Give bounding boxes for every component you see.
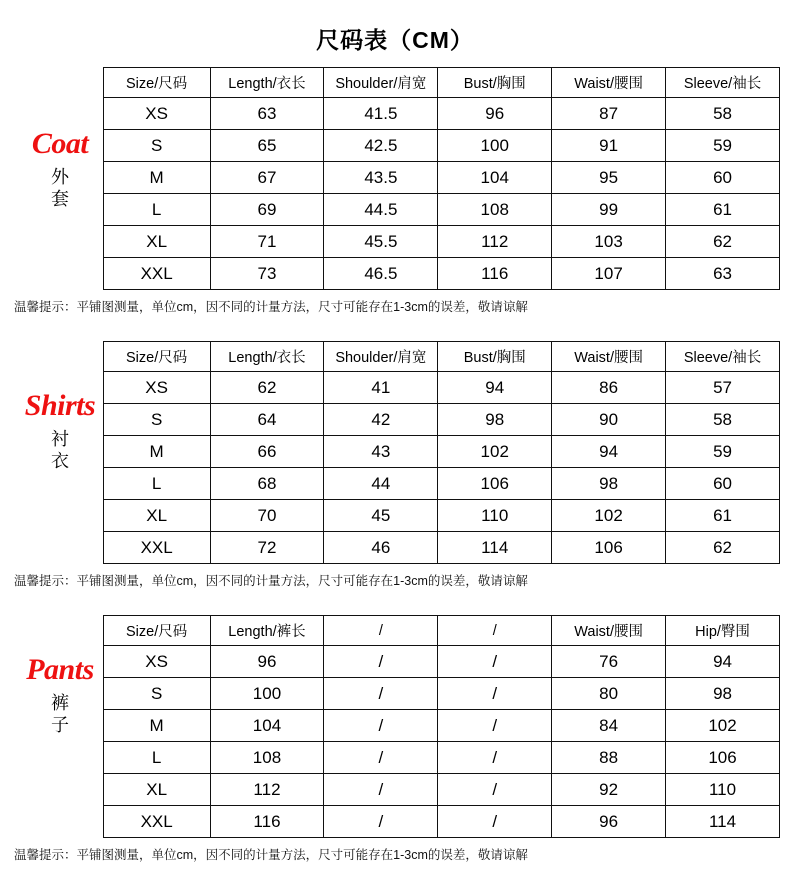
section-label-cn-line1: 裤: [51, 693, 69, 713]
cell-size: S: [103, 130, 210, 162]
column-header-length: Length/衣长: [210, 342, 324, 372]
section-label-cn-line1: 外: [51, 167, 69, 187]
cell-sleeve: 58: [666, 98, 780, 130]
cell-sleeve: 58: [666, 404, 780, 436]
cell-sleeve: 60: [666, 468, 780, 500]
size-section-pants: [10, 615, 780, 863]
table-row: [10, 742, 780, 774]
cell-length: 68: [210, 468, 324, 500]
label-spacer-cell: [10, 436, 103, 468]
label-spacer-cell: [10, 532, 103, 564]
table-row: [10, 678, 780, 710]
size-table-shirts: [10, 341, 780, 564]
cell-length: 96: [210, 646, 324, 678]
table-row: [10, 372, 780, 404]
column-header-empty-2: /: [438, 616, 552, 646]
cell-length: 116: [210, 806, 324, 838]
cell-size: XXL: [103, 806, 210, 838]
cell-sleeve: 62: [666, 532, 780, 564]
cell-bust: 98: [438, 404, 552, 436]
cell-bust: 104: [438, 162, 552, 194]
cell-waist: 99: [552, 194, 666, 226]
cell-bust: 106: [438, 468, 552, 500]
cell-waist: 98: [552, 468, 666, 500]
label-spacer-cell: [10, 68, 103, 98]
cell-size: XS: [103, 372, 210, 404]
cell-empty-1: /: [324, 806, 438, 838]
cell-hip: 106: [666, 742, 780, 774]
cell-waist: 96: [552, 806, 666, 838]
label-spacer-cell: [10, 404, 103, 436]
label-spacer-cell: [10, 742, 103, 774]
table-row: [10, 532, 780, 564]
table-header-row: [10, 616, 780, 646]
cell-hip: 114: [666, 806, 780, 838]
cell-bust: 116: [438, 258, 552, 290]
label-spacer-cell: [10, 500, 103, 532]
table-row: [10, 130, 780, 162]
label-spacer-cell: [10, 258, 103, 290]
cell-shoulder: 41.5: [324, 98, 438, 130]
table-row: [10, 774, 780, 806]
cell-bust: 102: [438, 436, 552, 468]
size-section-coat: [10, 67, 780, 315]
cell-waist: 90: [552, 404, 666, 436]
cell-empty-1: /: [324, 742, 438, 774]
column-header-waist: Waist/腰围: [552, 342, 666, 372]
label-spacer-cell: [10, 806, 103, 838]
cell-empty-1: /: [324, 710, 438, 742]
cell-empty-2: /: [438, 646, 552, 678]
cell-sleeve: 61: [666, 194, 780, 226]
column-header-length: Length/衣长: [210, 68, 324, 98]
cell-empty-2: /: [438, 806, 552, 838]
label-spacer-cell: [10, 468, 103, 500]
cell-shoulder: 42: [324, 404, 438, 436]
label-spacer-cell: [10, 130, 103, 162]
label-spacer-cell: [10, 194, 103, 226]
cell-empty-1: /: [324, 774, 438, 806]
cell-size: L: [103, 468, 210, 500]
table-row: [10, 194, 780, 226]
table-header-row: [10, 342, 780, 372]
size-table-pants: [10, 615, 780, 838]
section-label-en: Shirts: [24, 389, 96, 422]
label-spacer-cell: [10, 678, 103, 710]
cell-empty-2: /: [438, 742, 552, 774]
table-row: [10, 646, 780, 678]
cell-sleeve: 59: [666, 130, 780, 162]
cell-length: 63: [210, 98, 324, 130]
cell-size: XS: [103, 98, 210, 130]
cell-size: M: [103, 710, 210, 742]
label-spacer-cell: [10, 646, 103, 678]
column-header-size: Size/尺码: [103, 342, 210, 372]
label-spacer-cell: [10, 710, 103, 742]
section-label-cn-line2: 衣: [51, 450, 69, 471]
table-row: [10, 258, 780, 290]
cell-sleeve: 62: [666, 226, 780, 258]
cell-size: XXL: [103, 532, 210, 564]
column-header-bust: Bust/胸围: [438, 68, 552, 98]
section-label-cn-line1: 衬: [51, 429, 69, 449]
label-spacer-cell: [10, 372, 103, 404]
table-row: [10, 710, 780, 742]
table-header-row: [10, 68, 780, 98]
cell-shoulder: 44.5: [324, 194, 438, 226]
cell-shoulder: 42.5: [324, 130, 438, 162]
column-header-size: Size/尺码: [103, 68, 210, 98]
table-row: [10, 226, 780, 258]
cell-empty-1: /: [324, 646, 438, 678]
cell-bust: 112: [438, 226, 552, 258]
cell-empty-1: /: [324, 678, 438, 710]
cell-size: XS: [103, 646, 210, 678]
cell-sleeve: 60: [666, 162, 780, 194]
measurement-note: 温馨提示：平铺图测量，单位cm，因不同的计量方法，尺寸可能存在1-3cm的误差，敬请谅解: [14, 300, 528, 314]
cell-length: 64: [210, 404, 324, 436]
cell-length: 66: [210, 436, 324, 468]
cell-sleeve: 63: [666, 258, 780, 290]
cell-length: 104: [210, 710, 324, 742]
section-label-cn-line2: 套: [51, 188, 69, 209]
cell-shoulder: 41: [324, 372, 438, 404]
cell-bust: 114: [438, 532, 552, 564]
cell-empty-2: /: [438, 710, 552, 742]
cell-hip: 110: [666, 774, 780, 806]
cell-empty-2: /: [438, 678, 552, 710]
cell-length: 112: [210, 774, 324, 806]
cell-length: 100: [210, 678, 324, 710]
size-section-shirts: [10, 341, 780, 589]
label-spacer-cell: [10, 342, 103, 372]
cell-length: 70: [210, 500, 324, 532]
table-row: [10, 162, 780, 194]
label-spacer-cell: [10, 616, 103, 646]
column-header-sleeve: Sleeve/袖长: [666, 68, 780, 98]
column-header-sleeve: Sleeve/袖长: [666, 342, 780, 372]
cell-empty-2: /: [438, 774, 552, 806]
cell-bust: 108: [438, 194, 552, 226]
column-header-length: Length/裤长: [210, 616, 324, 646]
section-label-en: Coat: [31, 127, 89, 160]
column-header-size: Size/尺码: [103, 616, 210, 646]
table-row: [10, 500, 780, 532]
cell-sleeve: 57: [666, 372, 780, 404]
measurement-note: 温馨提示：平铺图测量，单位cm，因不同的计量方法，尺寸可能存在1-3cm的误差，敬请谅解: [14, 848, 528, 862]
cell-length: 69: [210, 194, 324, 226]
cell-waist: 80: [552, 678, 666, 710]
cell-shoulder: 45.5: [324, 226, 438, 258]
cell-length: 67: [210, 162, 324, 194]
table-row: [10, 436, 780, 468]
cell-shoulder: 43: [324, 436, 438, 468]
cell-size: M: [103, 436, 210, 468]
cell-waist: 87: [552, 98, 666, 130]
column-header-shoulder: Shoulder/肩宽: [324, 342, 438, 372]
cell-bust: 110: [438, 500, 552, 532]
column-header-empty-1: /: [324, 616, 438, 646]
cell-size: M: [103, 162, 210, 194]
cell-size: XL: [103, 774, 210, 806]
cell-hip: 102: [666, 710, 780, 742]
column-header-waist: Waist/腰围: [552, 616, 666, 646]
cell-length: 71: [210, 226, 324, 258]
cell-shoulder: 45: [324, 500, 438, 532]
cell-length: 72: [210, 532, 324, 564]
page-title: 尺码表（CM）: [316, 27, 474, 53]
cell-size: L: [103, 194, 210, 226]
cell-length: 62: [210, 372, 324, 404]
cell-sleeve: 61: [666, 500, 780, 532]
column-header-bust: Bust/胸围: [438, 342, 552, 372]
cell-waist: 92: [552, 774, 666, 806]
table-row: [10, 468, 780, 500]
table-row: [10, 806, 780, 838]
cell-waist: 95: [552, 162, 666, 194]
column-header-shoulder: Shoulder/肩宽: [324, 68, 438, 98]
cell-shoulder: 46.5: [324, 258, 438, 290]
table-row: [10, 404, 780, 436]
cell-waist: 76: [552, 646, 666, 678]
label-spacer-cell: [10, 162, 103, 194]
cell-shoulder: 44: [324, 468, 438, 500]
cell-waist: 107: [552, 258, 666, 290]
section-label-en: Pants: [26, 653, 94, 686]
label-spacer-cell: [10, 98, 103, 130]
cell-shoulder: 43.5: [324, 162, 438, 194]
cell-length: 73: [210, 258, 324, 290]
cell-waist: 102: [552, 500, 666, 532]
label-spacer-cell: [10, 226, 103, 258]
cell-bust: 96: [438, 98, 552, 130]
column-header-waist: Waist/腰围: [552, 68, 666, 98]
label-spacer-cell: [10, 774, 103, 806]
cell-hip: 98: [666, 678, 780, 710]
cell-waist: 103: [552, 226, 666, 258]
cell-waist: 84: [552, 710, 666, 742]
cell-waist: 94: [552, 436, 666, 468]
cell-sleeve: 59: [666, 436, 780, 468]
cell-waist: 86: [552, 372, 666, 404]
cell-size: L: [103, 742, 210, 774]
cell-bust: 94: [438, 372, 552, 404]
cell-size: XL: [103, 226, 210, 258]
cell-waist: 106: [552, 532, 666, 564]
cell-size: S: [103, 678, 210, 710]
cell-hip: 94: [666, 646, 780, 678]
cell-length: 65: [210, 130, 324, 162]
column-header-hip: Hip/臀围: [666, 616, 780, 646]
cell-size: XXL: [103, 258, 210, 290]
table-row: [10, 98, 780, 130]
cell-size: XL: [103, 500, 210, 532]
cell-length: 108: [210, 742, 324, 774]
measurement-note: 温馨提示：平铺图测量，单位cm，因不同的计量方法，尺寸可能存在1-3cm的误差，敬请谅解: [14, 574, 528, 588]
section-label-cn-line2: 子: [51, 714, 69, 735]
cell-size: S: [103, 404, 210, 436]
cell-bust: 100: [438, 130, 552, 162]
cell-shoulder: 46: [324, 532, 438, 564]
cell-waist: 88: [552, 742, 666, 774]
cell-waist: 91: [552, 130, 666, 162]
size-table-coat: [10, 67, 780, 290]
